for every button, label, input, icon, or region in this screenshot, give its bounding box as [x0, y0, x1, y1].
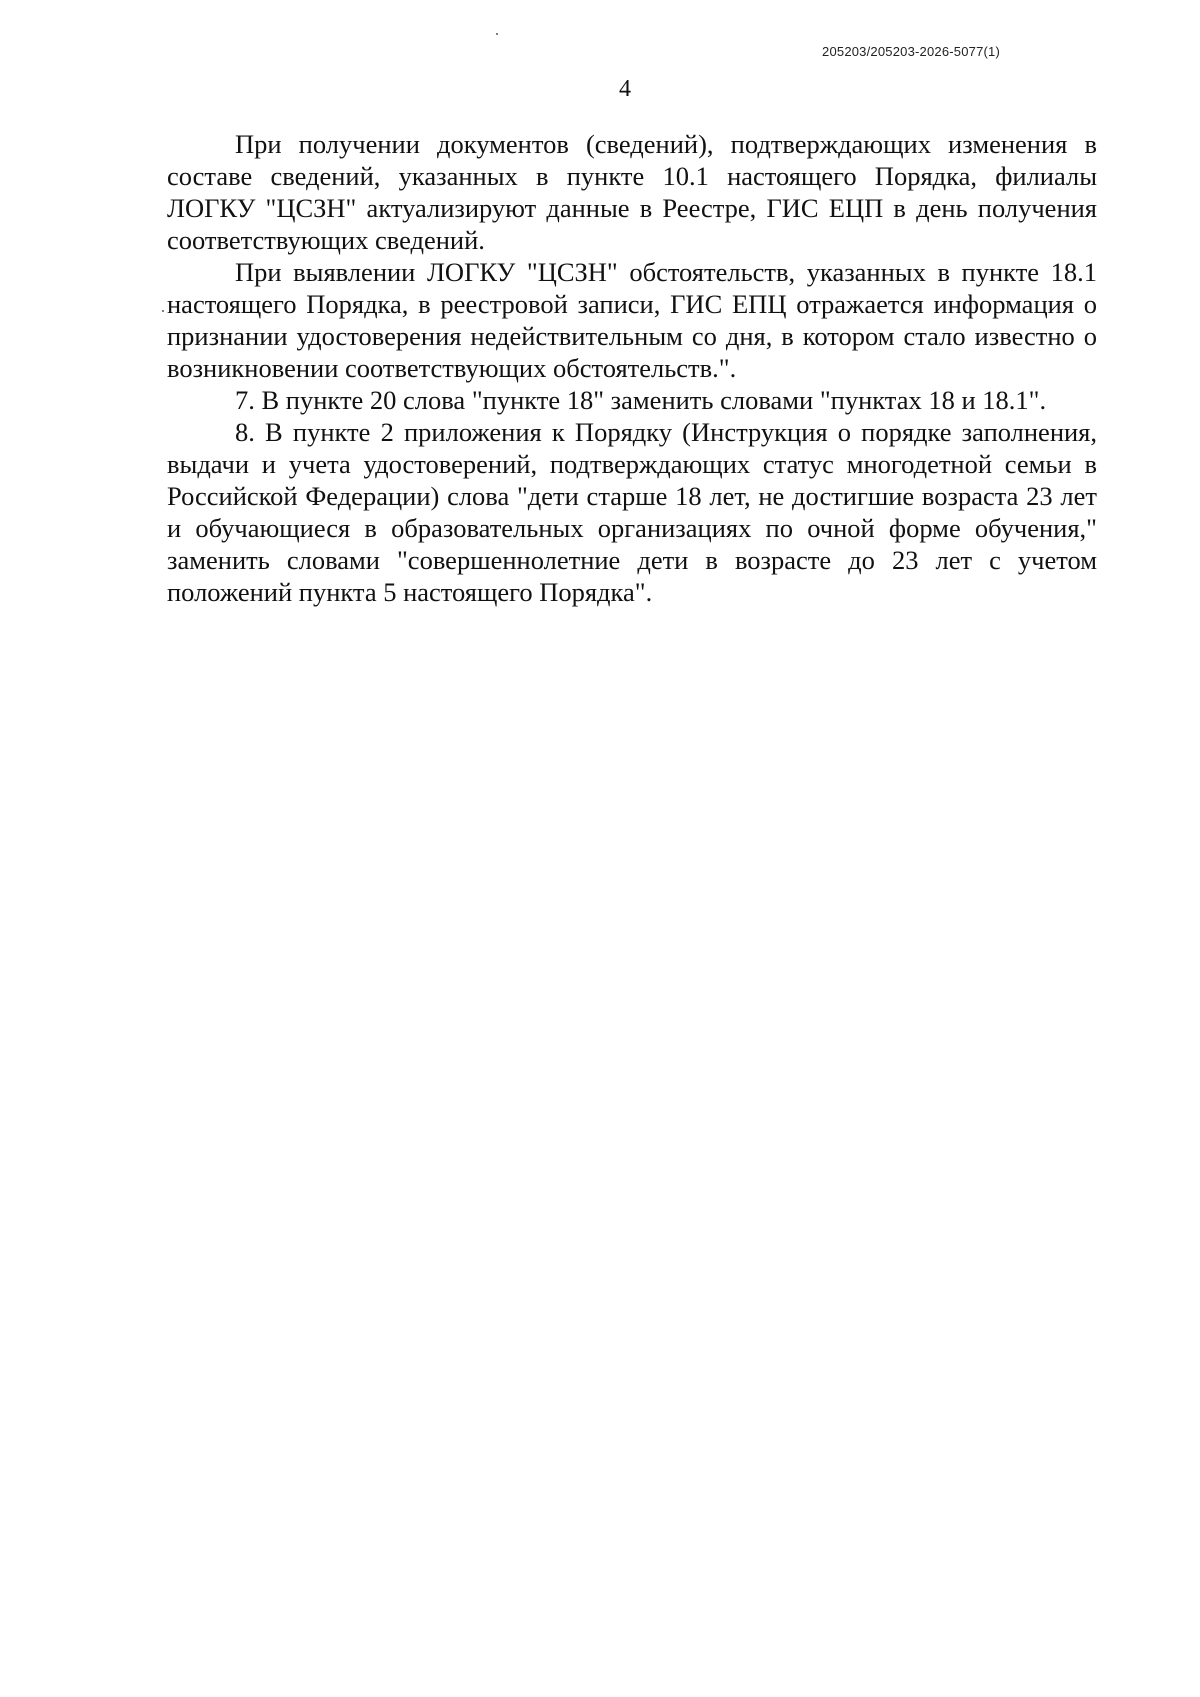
scan-speck [162, 310, 164, 312]
document-id: 205203/205203-2026-5077(1) [822, 44, 1000, 59]
paragraph-item-8: 8. В пункте 2 приложения к Порядку (Инструкция о порядке заполнения, выдачи и учета удостоверений, подтверждающих статус многодетной семьи в Российской Федерации) слова "дети старше 18 лет, не достигшие возраста 23 лет и обучающиеся в образовательных организациях по очной форме обучения," заменить словами "совершеннолетние дети в возрасте до 23 лет с учетом положений пункта 5 настоящего Порядка". [167, 417, 1097, 607]
paragraph-registry-update: При получении документов (сведений), подтверждающих изменения в составе сведений, указанных в пункте 10.1 настоящего Порядка, филиалы ЛОГКУ "ЦСЗН" актуализируют данные в Реестре, ГИС ЕЦП в день получения соответствующих сведений. [167, 129, 1097, 255]
paragraph-item-7: 7. В пункте 20 слова "пункте 18" заменить словами "пунктах 18 и 18.1". [235, 385, 1047, 415]
document-body [167, 128, 1097, 608]
paragraph-invalidation: При выявлении ЛОГКУ "ЦСЗН" обстоятельств, указанных в пункте 18.1 настоящего Порядка, в реестровой записи, ГИС ЕПЦ отражается информация о признании удостоверения недействительным со дня, в котором стало известно о возникновении соответствующих обстоятельств.". [167, 257, 1097, 383]
scan-speck [496, 33, 498, 35]
page-number: 4 [619, 76, 631, 102]
